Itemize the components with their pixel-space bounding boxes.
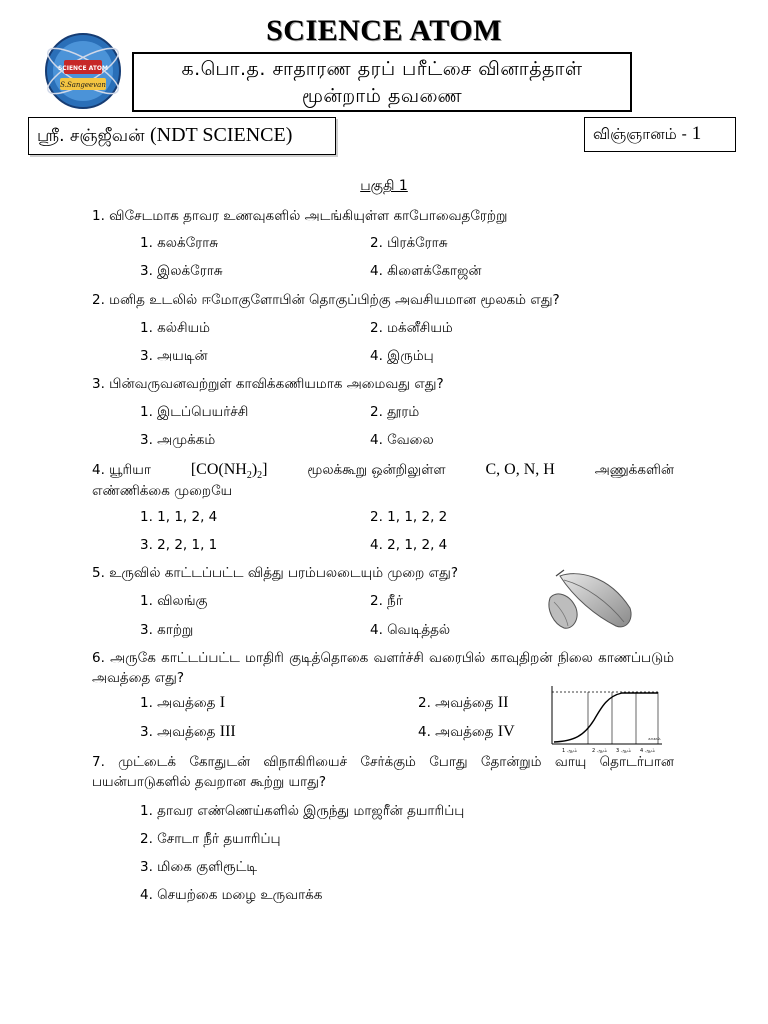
urea-formula: $[CO(NH_2)_2]$	[190, 461, 268, 482]
q5-option-1: 1. விலங்கு	[140, 593, 208, 609]
seed-pod-image	[546, 568, 638, 634]
q4-text-c: அணுக்களின்	[594, 462, 674, 478]
author-box	[28, 117, 336, 155]
question-5: 5. உருவில் காட்டப்பட்ட வித்து பரம்பலடையும் முறை எது?	[92, 565, 459, 581]
paper-number: 1	[691, 123, 702, 144]
question-2: 2. மனித உடலில் ஈமோகுளோபின் தொகுப்பிற்கு அவசியமான மூலகம் எது?	[92, 292, 560, 308]
q2-option-4: 4. இரும்பு	[370, 348, 434, 364]
exam-title-line2: மூன்றாம் தவணை	[301, 85, 463, 107]
question-7: 7. முட்டைக் கோதுடன் விநாகிரியைச் சேர்க்கும் போது தோன்றும் வாயு தொடர்பான பயன்பாடுகளில் தவறான கூற்று யாது?	[92, 754, 674, 790]
q6-option-1: 1. அவத்தை I	[140, 694, 226, 711]
svg-text:S.Sangeevan: S.Sangeevan	[60, 81, 106, 89]
question-4-line2: எண்ணிக்கை முறையே	[92, 483, 233, 499]
q5-option-2: 2. நீர்	[370, 593, 403, 609]
q2-option-2: 2. மக்னீசியம்	[370, 320, 453, 336]
question-1: 1. விசேடமாக தாவர உணவுகளில் அடங்கியுள்ள காபோவைதரேற்று	[92, 208, 508, 224]
subject-box	[584, 117, 736, 152]
q3-option-2: 2. தூரம்	[370, 404, 420, 420]
q5-option-3: 3. காற்று	[140, 622, 194, 638]
question-3: 3. பின்வருவனவற்றுள் காவிக்கணியமாக அமைவது எது?	[92, 376, 444, 392]
question-6: 6. அருகே காட்டப்பட்ட மாதிரி குடித்தொகை வளர்ச்சி வரைபில் காவுதிறன் நிலை காணப்படும் அவத்தை எது?	[92, 650, 674, 686]
science-atom-logo	[40, 30, 126, 112]
atom-list: C, O, N, H	[485, 461, 555, 478]
q7-option-2: 2. சோடா நீர் தயாரிப்பு	[140, 831, 281, 847]
q6-option-2: 2. அவத்தை II	[418, 694, 509, 711]
population-growth-graph	[538, 682, 670, 756]
q6-option-4: 4. அவத்தை IV	[418, 723, 515, 740]
graph-x-label: காலம்	[648, 737, 661, 742]
q7-option-4: 4. செயற்கை மழை உருவாக்க	[140, 887, 323, 903]
growth-curve	[554, 693, 658, 742]
q1-option-4: 4. கிளைக்கோஜன்	[370, 263, 482, 279]
q4-option-4: 4. 2, 1, 2, 4	[370, 537, 448, 553]
subject-label: விஞ்ஞானம் -	[593, 125, 687, 143]
q4-option-2: 2. 1, 1, 2, 2	[370, 509, 448, 525]
phase-label-2: 2 ஆம்	[592, 748, 608, 754]
q3-option-4: 4. வேலை	[370, 432, 434, 448]
page-title: SCIENCE ATOM	[266, 14, 502, 47]
q1-option-3: 3. இலக்ரோசு	[140, 263, 223, 279]
author-name-english: (NDT SCIENCE)	[149, 124, 293, 146]
q7-option-3: 3. மிகை குளிரூட்டி	[140, 859, 258, 875]
q4-option-1: 1. 1, 1, 2, 4	[140, 509, 218, 525]
q7-option-1: 1. தாவர எண்ணெய்களில் இருந்து மாஜரீன் தயாரிப்பு	[140, 803, 465, 819]
q4-option-3: 3. 2, 2, 1, 1	[140, 537, 218, 553]
phase-label-3: 3 ஆம்	[616, 748, 632, 754]
q3-option-3: 3. அமுக்கம்	[140, 432, 216, 448]
exam-title-line1: க.பொ.த. சாதாரண தரப் பரீட்சை வினாத்தாள்	[181, 58, 583, 80]
q5-option-4: 4. வெடித்தல்	[370, 622, 451, 638]
exam-title-box	[132, 52, 632, 112]
q2-option-1: 1. கல்சியம்	[140, 320, 211, 336]
q3-option-1: 1. இடப்பெயர்ச்சி	[140, 404, 249, 420]
q4-text-b: மூலக்கூறு ஒன்றிலுள்ள	[307, 462, 446, 478]
q4-text-a: 4. யூரியா	[92, 462, 151, 478]
q1-option-1: 1. கலக்ரோசு	[140, 235, 219, 251]
phase-label-4: 4 ஆம்	[640, 748, 656, 754]
phase-label-1: 1 ஆம்	[562, 748, 578, 754]
q6-option-3: 3. அவத்தை III	[140, 723, 236, 740]
q2-option-3: 3. அயடின்	[140, 348, 208, 364]
author-name-tamil: ஸ்ரீ. சஞ்ஜீவன்	[37, 126, 145, 146]
q1-option-2: 2. பிரக்ரோசு	[370, 235, 448, 251]
section-heading: பகுதி 1	[360, 178, 408, 194]
svg-text:SCIENCE ATOM: SCIENCE ATOM	[57, 65, 109, 72]
